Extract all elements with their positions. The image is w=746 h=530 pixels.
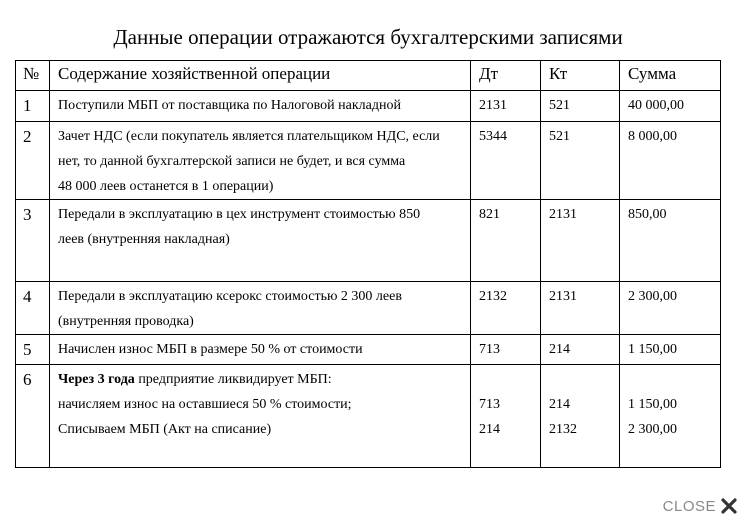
row-credit	[541, 365, 620, 468]
row-debit: 713	[471, 335, 541, 365]
row-content	[50, 200, 471, 282]
table-row	[16, 122, 721, 200]
row-content-bold: Через 3 года	[58, 372, 135, 387]
header-number: №	[16, 61, 50, 91]
operations-table	[15, 60, 721, 468]
row-content-line: Передали в эксплуатацию в цех инструмент стоимостью 850	[58, 207, 421, 222]
table-row	[16, 200, 721, 282]
row-debit: 821	[471, 200, 541, 282]
row-sum: 850,00	[620, 200, 721, 282]
row-credit: 521	[541, 122, 620, 200]
row-credit-line: 214	[549, 397, 570, 412]
row-content	[50, 122, 471, 200]
row-number: 2	[16, 122, 50, 200]
table-row	[16, 91, 721, 122]
close-icon	[720, 497, 738, 515]
row-content-line: Передали в эксплуатацию ксерокс стоимостью 2 300 леев	[58, 289, 402, 304]
row-number: 1	[16, 91, 50, 122]
row-sum-line: 1 150,00	[628, 397, 677, 412]
row-debit	[471, 365, 541, 468]
header-sum: Сумма	[620, 61, 721, 91]
row-sum-line	[628, 367, 720, 392]
row-debit-line: 214	[479, 422, 500, 437]
row-debit: 5344	[471, 122, 541, 200]
row-content-line: (внутренняя проводка)	[58, 314, 194, 329]
row-credit: 2131	[541, 200, 620, 282]
row-content	[50, 91, 471, 122]
row-number: 3	[16, 200, 50, 282]
page-title: Данные операции отражаются бухгалтерскими записями	[113, 25, 623, 49]
table-row	[16, 282, 721, 335]
row-content-line: Зачет НДС (если покупатель является плательщиком НДС, если	[58, 129, 440, 144]
table-row	[16, 365, 721, 468]
row-credit: 214	[541, 335, 620, 365]
header-content: Содержание хозяйственной операции	[50, 61, 471, 91]
row-sum: 8 000,00	[620, 122, 721, 200]
table-row	[16, 335, 721, 365]
row-sum: 2 300,00	[620, 282, 721, 335]
row-sum	[620, 365, 721, 468]
row-sum: 1 150,00	[620, 335, 721, 365]
row-content-line: Начислен износ МБП в размере 50 % от стоимости	[58, 342, 363, 357]
close-label: CLOSE	[662, 497, 716, 515]
row-content-line: нет, то данной бухгалтерской записи не будет, и вся сумма	[58, 154, 406, 169]
header-debit: Дт	[471, 61, 541, 91]
row-content	[50, 335, 471, 365]
row-content-line	[58, 367, 470, 392]
row-content-line: начисляем износ на оставшиеся 50 % стоимости;	[58, 397, 352, 412]
row-credit: 2131	[541, 282, 620, 335]
close-button[interactable]	[663, 494, 738, 518]
row-debit: 2131	[471, 91, 541, 122]
row-debit-line: 713	[479, 397, 500, 412]
row-debit-line	[479, 367, 540, 392]
row-content-line: 48 000 леев останется в 1 операции)	[58, 179, 274, 194]
row-content-line: леев (внутренняя накладная)	[58, 232, 230, 247]
row-content-line: Списываем МБП (Акт на списание)	[58, 422, 272, 437]
header-credit: Кт	[541, 61, 620, 91]
row-number: 4	[16, 282, 50, 335]
row-content	[50, 365, 471, 468]
row-sum: 40 000,00	[620, 91, 721, 122]
row-credit: 521	[541, 91, 620, 122]
row-sum-line: 2 300,00	[628, 422, 677, 437]
row-number: 6	[16, 365, 50, 468]
row-credit-line	[549, 367, 619, 392]
row-credit-line: 2132	[549, 422, 577, 437]
row-content	[50, 282, 471, 335]
row-debit: 2132	[471, 282, 541, 335]
table-header-row	[16, 61, 721, 91]
row-content-line: Поступили МБП от поставщика по Налоговой накладной	[58, 98, 401, 113]
row-content-rest: предприятие ликвидирует МБП:	[134, 372, 332, 387]
row-number: 5	[16, 335, 50, 365]
